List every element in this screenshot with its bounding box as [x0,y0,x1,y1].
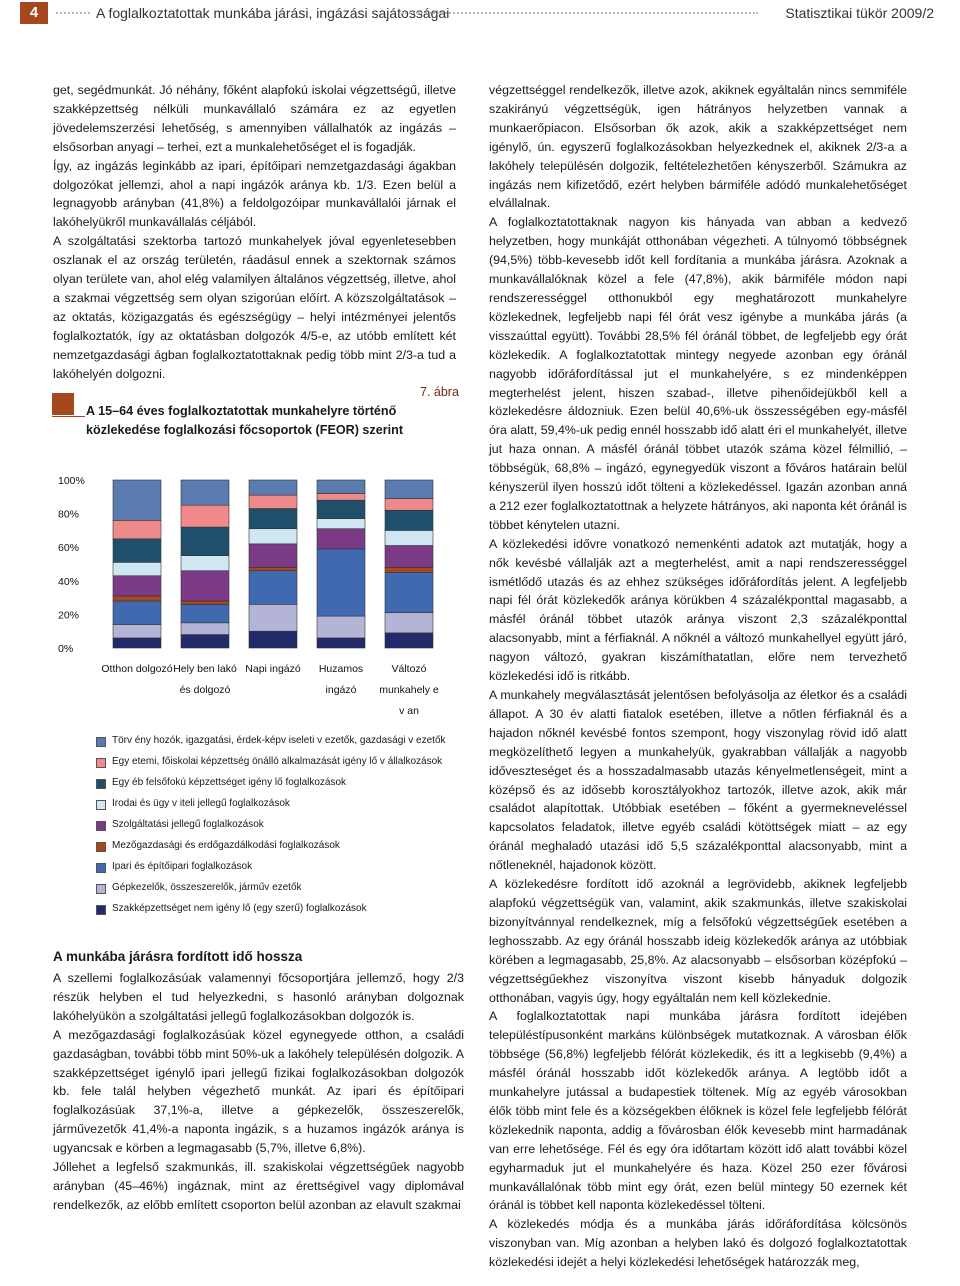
legend-label: Szakképzettséget nem igény lő (egy szerű) foglalkozások [112,903,367,914]
bar-segment [181,604,229,622]
paragraph: Jóllehet a legfelső szakmunkás, ill. szakiskolai végzettségűek nagyobb arányban (45–46%) ingáznak, mint az érettségivel vagy diplomával rendelkezők, az előbb említett csoporton belül azonban az elavult szakmai [53,1160,464,1212]
bar-segment [181,635,229,648]
bar-segment [385,613,433,633]
bar-segment [113,638,161,648]
legend-label: Egy éb felsőfokú képzettséget igény lő foglalkozások [112,777,347,788]
bar-segment [181,556,229,571]
paragraph: Így, az ingázás leginkább az ipari, építőipari nemzetgazdasági ágakban dolgozókat jellemzi, ahol a napi ingázók aránya kb. 1/3. Ezen belül a legnagyobb arányban (41,8%) a feldolgozóipar munkavállalói járnak el lakóhelyükről munkavállalás céljából. [53,158,456,230]
x-tick-label: és dolgozó [179,684,231,696]
x-tick-label: Huzamos [318,663,364,675]
paragraph: A szellemi foglalkozásúak valamennyi főcsoportjára jellemző, hogy 2/3 részük helyben el tud helyezkedni, s hasonló arányban dolgoznak lakóhelyükön a szolgáltatási jellegű foglalkozásokban dolgozók is. [53,971,464,1023]
bar-segment [385,633,433,648]
x-tick-label: Napi ingázó [245,663,301,675]
bar-segment [181,480,229,505]
legend-swatch [96,737,106,747]
bar-segment [113,601,161,625]
paragraph: A foglalkoztatottak napi munkába járásra fordított idejében településtípusonként markáns különbségek mutatkoznak. A városban élők többsége (56,8%) legfeljebb félórát közlekedik, és itt a legkisebb (9,4%) a másfél óránál hosszabb időt közlekedők aránya. A legtöbb időt a munkahelyre jutással a budapestiek töltenek. Míg az egyéb városokban élők több mint fele és a községekben élőknek is közel fele legfeljebb félórát közlekednik naponta, addig a fővárosban élők kevesebb mint harmadának van erre lehetősége. Fél és egy óra időtartam között idő alatt további közel egyharmaduk jut el munkahelyére és haza. Közel 250 ezer fővárosi munkavállalónak több mint egy órát, ezen belül mintegy 50 ezernek két óránál is többet kell naponta közlekedéssel tölteni. [489,1009,907,1213]
paragraph: A közlekedésre fordított idő azoknál a legrövidebb, akiknek legfeljebb alapfokú végzettségük van, valamint, akik szakmunkás, illetve szakiskolai bizonyítvánnyal rendelkeznek, míg a felsőfokú végzettségűek esetében a leghosszabb. Az egy óránál hosszabb ideig közlekedők aránya az utóbbiak körében a legmagasabb, 25,8%. Az alacsonyabb – elsősorban középfokú – végzettségűekhez viszonyítva viszont kisebb hányaduk dolgozik otthonában, vagyis úgy, hogy egyáltalán nem kell közlekednie. [489,877,907,1005]
paragraph: A közlekedési idővre vonatkozó nemenkénti adatok azt mutatják, hogy a nők kevésbé vállalják azt a megterhelést, amit a napi rendszerességgel ismétlődő utazás és az ehhez szükséges időráfordítás jelent. A legfeljebb napi fél órát közlekedők aránya körükben 4 százalékponttal magasabb, a másfél óránál többet utazók aránya viszont 2,3 százalékponttal alacsonyabb, mint a férfiaknál. A nőknél a változó munkahellyel együtt járó, nagyon változó, gyakran kiszámíthatatlan, előre nem tervezhető közlekedési idő is ritkább. [489,536,907,684]
legend-swatch [96,779,106,789]
header-divider-left [56,12,90,14]
paragraph: A munkahely megválasztását jelentősen befolyásolja az életkor és a családi állapot. A 30 év alatti fiatalok esetében, illetve a nőtlen férfiaknál és a hajadon nőknél kevésbé fontos szempont, hogy viszonylag rövid idő alatt megközelíthető legyen a munkahelyük, gyakrabban vállalják a nagyobb időveszteséget és a hosszadalmasabb utazás kényelmetlenségeit, mint a középső és az idősebb korosztályokhoz tartozók, illetve azok, akik már családot alapítottak. Utóbbiak esetében – főként a gyermekneveléssel kapcsolatos feladatok, illetve egyéb családi kötöttségek miatt – az egy óránál meghaladó utazási idő 5,5 százalékponttal alacsonyabb, mint a nőtleneknél, hajadonok között. [489,688,907,873]
page-number: 4 [20,2,48,24]
bar-segment [317,519,365,529]
bar-segment [113,562,161,575]
bar-segment [385,546,433,568]
legend-label: Egy etemi, főiskolai képzettség önálló alkalmazását igény lő v állalkozások [112,756,443,767]
bar-segment [249,604,297,631]
bar-segment [249,480,297,495]
bar-segment [181,527,229,556]
bar-segment [181,505,229,527]
bar-segment [385,480,433,498]
paragraph: A közlekedés módja és a munkába járás időráfordítása kölcsönös viszonyban van. Míg azonban a helyben lakó és dolgozó foglalkoztatottak közlekedési idejét a helyi közlekedési lehetőségek határozzák meg, [489,1217,907,1270]
section-body [53,969,464,1215]
figure-marker [52,393,74,415]
paragraph: A foglalkoztatottaknak nagyon kis hányada van abban a kedvező helyzetben, hogy munkáját otthonában végezheti. A túlnyomó többségnek (94,5%) több-kevesebb időt kell fordítania a munkába járásra. Azoknak a munkavállalóknak közel a fele (47,8%), akik bármiféle módon napi rendszerességgel otthonukból egy meghatározott munkahelyre közlekednek, legfeljebb napi fél órát vesz igénybe a munkába járás (a visszaúttal együtt). További 28,5% fél óránál többet, de legfeljebb egy órát közlekedik. A foglalkoztatottak mintegy negyede azonban egy óránál nagyobb időráfordítással jut el munkahelyére, s ez mindenképpen megterhelést jelent, hiszen szabad-, illetve pihenőidejükből kell a közlekedésre áldozniuk. Ezen belül 40,6%-uk összességében egy-másfél óra alatt, 59,4%-uk pedig ennél hosszabb idő alatt éri el munkahelyét, illetve jut haza onnan. A másfél óránál többet utazók száma közel félmillió, – többségük, 68,8% – ingázó, egynegyedük viszont a főváros határain belül kényszerül ilyen hosszú időt tölteni a közlekedéssel. Igazán azonban anná a 212 ezer foglalkoztatottnak a helyzete hátrányos, aki naponta két óránál is többet kénytelen utazni. [489,215,907,532]
y-tick-label: 20% [58,609,80,622]
bar-segment [385,530,433,545]
bar-segment [113,539,161,563]
legend-label: Gépkezelők, összeszerelők, járműv ezetők [112,882,302,893]
bar-segment [317,549,365,616]
y-tick-label: 60% [58,542,80,555]
bar-segment [113,624,161,637]
paragraph: A mezőgazdasági foglalkozásúak közel egynegyede otthon, a családi gazdaságban, további több mint 50%-uk a lakóhely településén dolgozik. A szakképzettséget igénylő ipari jellegű fizikai foglalkozásokban dolgozók kb. fele talál helyben végezhető munkát. Az ipari és építőipari foglalkozásúak 37,1%-a, illetve a gépkezelők, összeszerelők, járművezetők 41,4%-a naponta ingázik, s a huzamos ingázók aránya is ugyancsak e körben a legmagasabb (5,7%, illetve 6,8%). [53,1027,464,1156]
legend-swatch [96,758,106,768]
publication-name: Statisztikai tükör 2009/2 [785,5,934,21]
bar-segment [249,571,297,605]
legend-label: Mezőgazdasági és erdőgazdálkodási foglalkozások [112,840,340,851]
paragraph: végzettséggel rendelkezők, illetve azok, akiknek egyáltalán nincs semmiféle szakirányú végzettségük, igen hátrányos helyzetben vannak a munkaerőpiacon. Elsősorban ők azok, akik a szakképzettséget nem igénylő, ún. egyszerű foglalkozásokban helyezkednek el, akiknek 2/3-a a lakóhely településén dolgozik, feltételezhetően kényszerből. Számukra az ingázás nem kifizetődő, ezért helyben bármiféle adódó munkalehetőséget elvállalnak. [489,83,907,211]
bar-segment [317,500,365,518]
running-title: A foglalkoztatottak munkába járási, ingázási sajátosságai [96,5,450,21]
bar-segment [113,576,161,596]
legend-swatch [96,884,106,894]
bar-segment [317,480,365,493]
header-divider-right [402,12,758,14]
bar-segment [317,493,365,500]
y-tick-label: 100% [58,475,85,487]
legend-swatch [96,842,106,852]
bar-segment [181,601,229,604]
bar-segment [317,638,365,648]
x-tick-label: v an [399,705,419,717]
figure-rule [52,416,85,417]
bar-segment [113,596,161,601]
legend-swatch [96,821,106,831]
y-tick-label: 80% [58,508,80,521]
bar-segment [249,544,297,568]
bar-segment [181,623,229,635]
page-header [0,0,960,26]
bar-segment [317,529,365,549]
bar-segment [249,567,297,570]
x-tick-label: ingázó [325,684,357,696]
section-heading: A munkába járásra fordított idő hossza [53,949,303,964]
bar-segment [385,572,433,612]
legend-swatch [96,863,106,873]
legend-label: Irodai és ügy v iteli jellegű foglalkozások [112,798,290,809]
bar-segment [385,498,433,510]
bar-segment [317,616,365,638]
bar-segment [385,510,433,530]
paragraph: get, segédmunkát. Jó néhány, főként alapfokú iskolai végzettségű, illetve szakképzettség nélküli munkavállaló számára ez az egyetlen jövedelemszerzési lehetőség, s amennyiben vállalhatók az ingázás – elsősorban anyagi – terhei, ezt a munkalehetőséget el is fogadják. [53,83,456,154]
x-tick-label: Otthon dolgozó [101,663,173,675]
bar-segment [249,509,297,529]
legend-swatch [96,800,106,810]
legend-label: Ipari és építőipari foglalkozások [112,861,253,872]
legend-swatch [96,905,106,915]
bar-segment [181,571,229,601]
x-tick-label: Hely ben lakó [173,663,237,675]
bar-segment [113,520,161,538]
bar-segment [249,495,297,508]
bar-segment [249,631,297,648]
bar-segment [249,529,297,544]
y-tick-label: 40% [58,575,80,588]
legend-label: Szolgáltatási jellegű foglalkozások [112,819,264,830]
y-tick-label: 0% [58,643,74,655]
figure-number: 7. ábra [420,385,459,399]
left-column [53,81,456,384]
paragraph: A szolgáltatási szektorba tartozó munkahelyek jóval egyenletesebben oszlanak el az ország területén, ráadásul ennek a szektornak számos olyan területe van, ahol elég valamilyen általános végzettség, illetve, ahol a szakmai végzettség sem olyan szigorúan előírt. A közszolgáltatások – az oktatás, közigazgatás és egészségügy – helyi intézményei jelentős foglalkoztatók, így az oktatásban dolgozók 4/5-e, az utóbb említett két nemzetgazdasági ágban foglalkoztatottaknak pedig több mint 2/3-a tud a lakóhelyén dolgozni. [53,234,456,381]
legend-label: Törv ény hozók, igazgatási, érdek-képv iseleti v ezetők, gazdasági v ezetők [112,735,446,746]
x-tick-label: Változó [391,663,427,675]
bar-segment [385,567,433,572]
bar-segment [113,480,161,520]
stacked-bar-chart [56,468,456,728]
x-tick-label: munkahely e [379,684,439,696]
right-column [489,81,907,1272]
figure-title: A 15–64 éves foglalkoztatottak munkahelyre történő közlekedése foglalkozási főcsoportok (FEOR) szerint [86,404,404,437]
